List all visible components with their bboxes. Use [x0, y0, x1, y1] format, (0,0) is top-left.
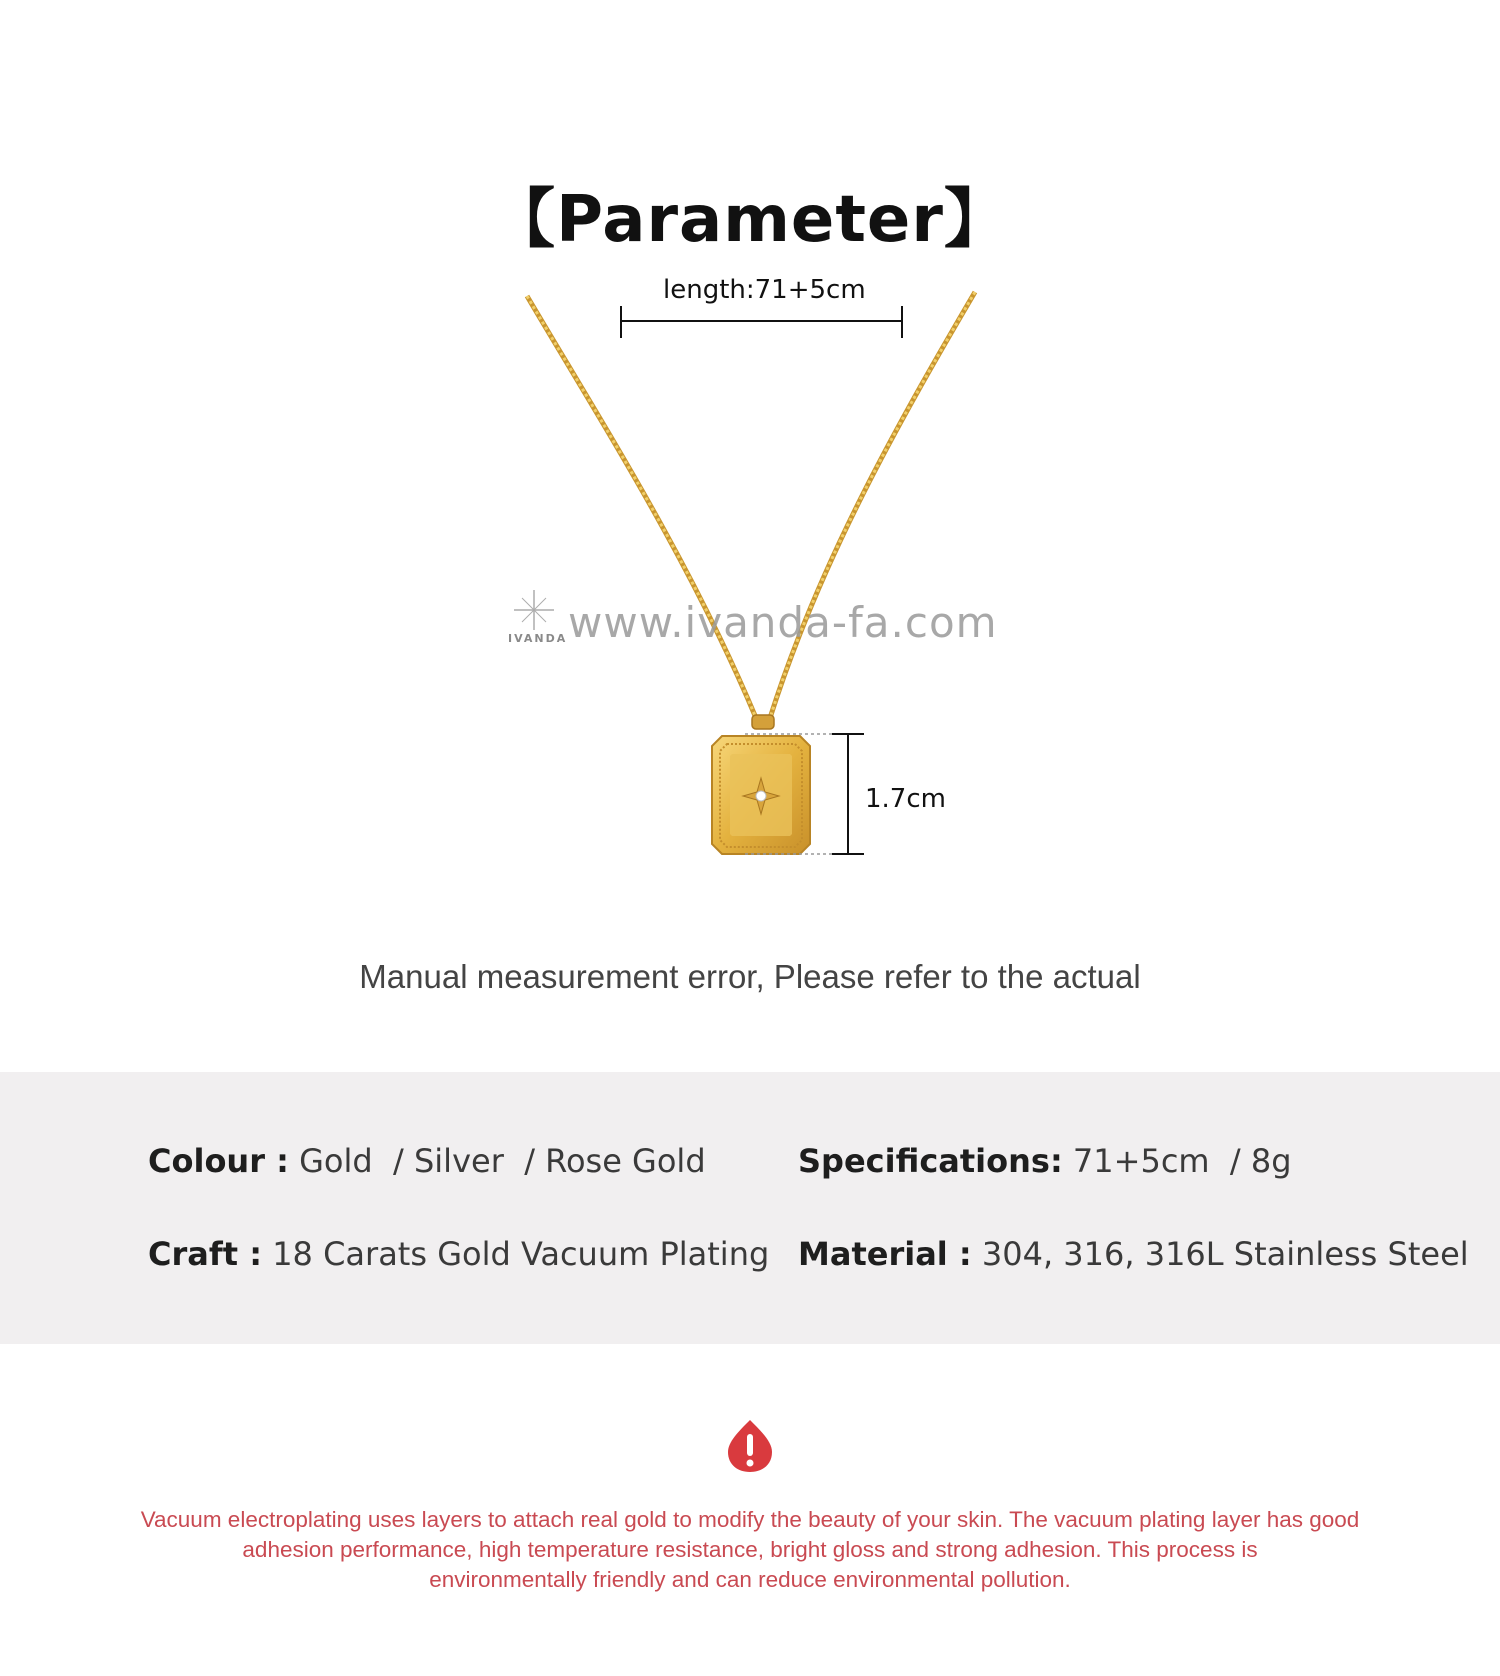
page-title: 【Parameter】 [491, 183, 1009, 257]
measurement-note: Manual measurement error, Please refer to the actual [359, 958, 1141, 995]
specs-panel [0, 1072, 1500, 1344]
spec-craft [148, 1235, 769, 1273]
spec-colour [148, 1142, 706, 1180]
spec-material-value: 304, 316, 316L Stainless Steel [971, 1235, 1469, 1273]
disclaimer-paragraph [130, 1505, 1370, 1595]
spec-material [798, 1235, 1469, 1273]
spec-specifications [798, 1142, 1292, 1180]
watermark-brand: IVANDA [508, 632, 568, 645]
spec-specifications-key: Specifications: [798, 1142, 1063, 1180]
spec-craft-value: 18 Carats Gold Vacuum Plating [262, 1235, 770, 1273]
height-label: 1.7cm [865, 784, 946, 814]
spec-colour-key: Colour : [148, 1142, 289, 1180]
warning-icon [724, 1418, 776, 1474]
disclaimer-line: environmentally friendly and can reduce environmental pollution. [429, 1567, 1071, 1592]
spec-specifications-value: 71+5cm / 8g [1062, 1142, 1292, 1180]
spec-material-key: Material : [798, 1235, 972, 1273]
disclaimer-line: Vacuum electroplating uses layers to attach real gold to modify the beauty of your skin. The vacuum plating layer has good [140, 1507, 1360, 1532]
pendant [712, 736, 810, 854]
length-label: length:71+5cm [663, 275, 866, 305]
spec-craft-key: Craft : [148, 1235, 263, 1273]
length-dimension [621, 306, 902, 338]
necklace-chain [527, 292, 975, 729]
watermark-star-icon [514, 590, 554, 630]
disclaimer-line: adhesion performance, high temperature resistance, bright gloss and strong adhesion. This process is [242, 1537, 1258, 1562]
watermark-url: www.ivanda-fa.com [568, 598, 998, 647]
spec-colour-value: Gold / Silver / Rose Gold [288, 1142, 706, 1180]
